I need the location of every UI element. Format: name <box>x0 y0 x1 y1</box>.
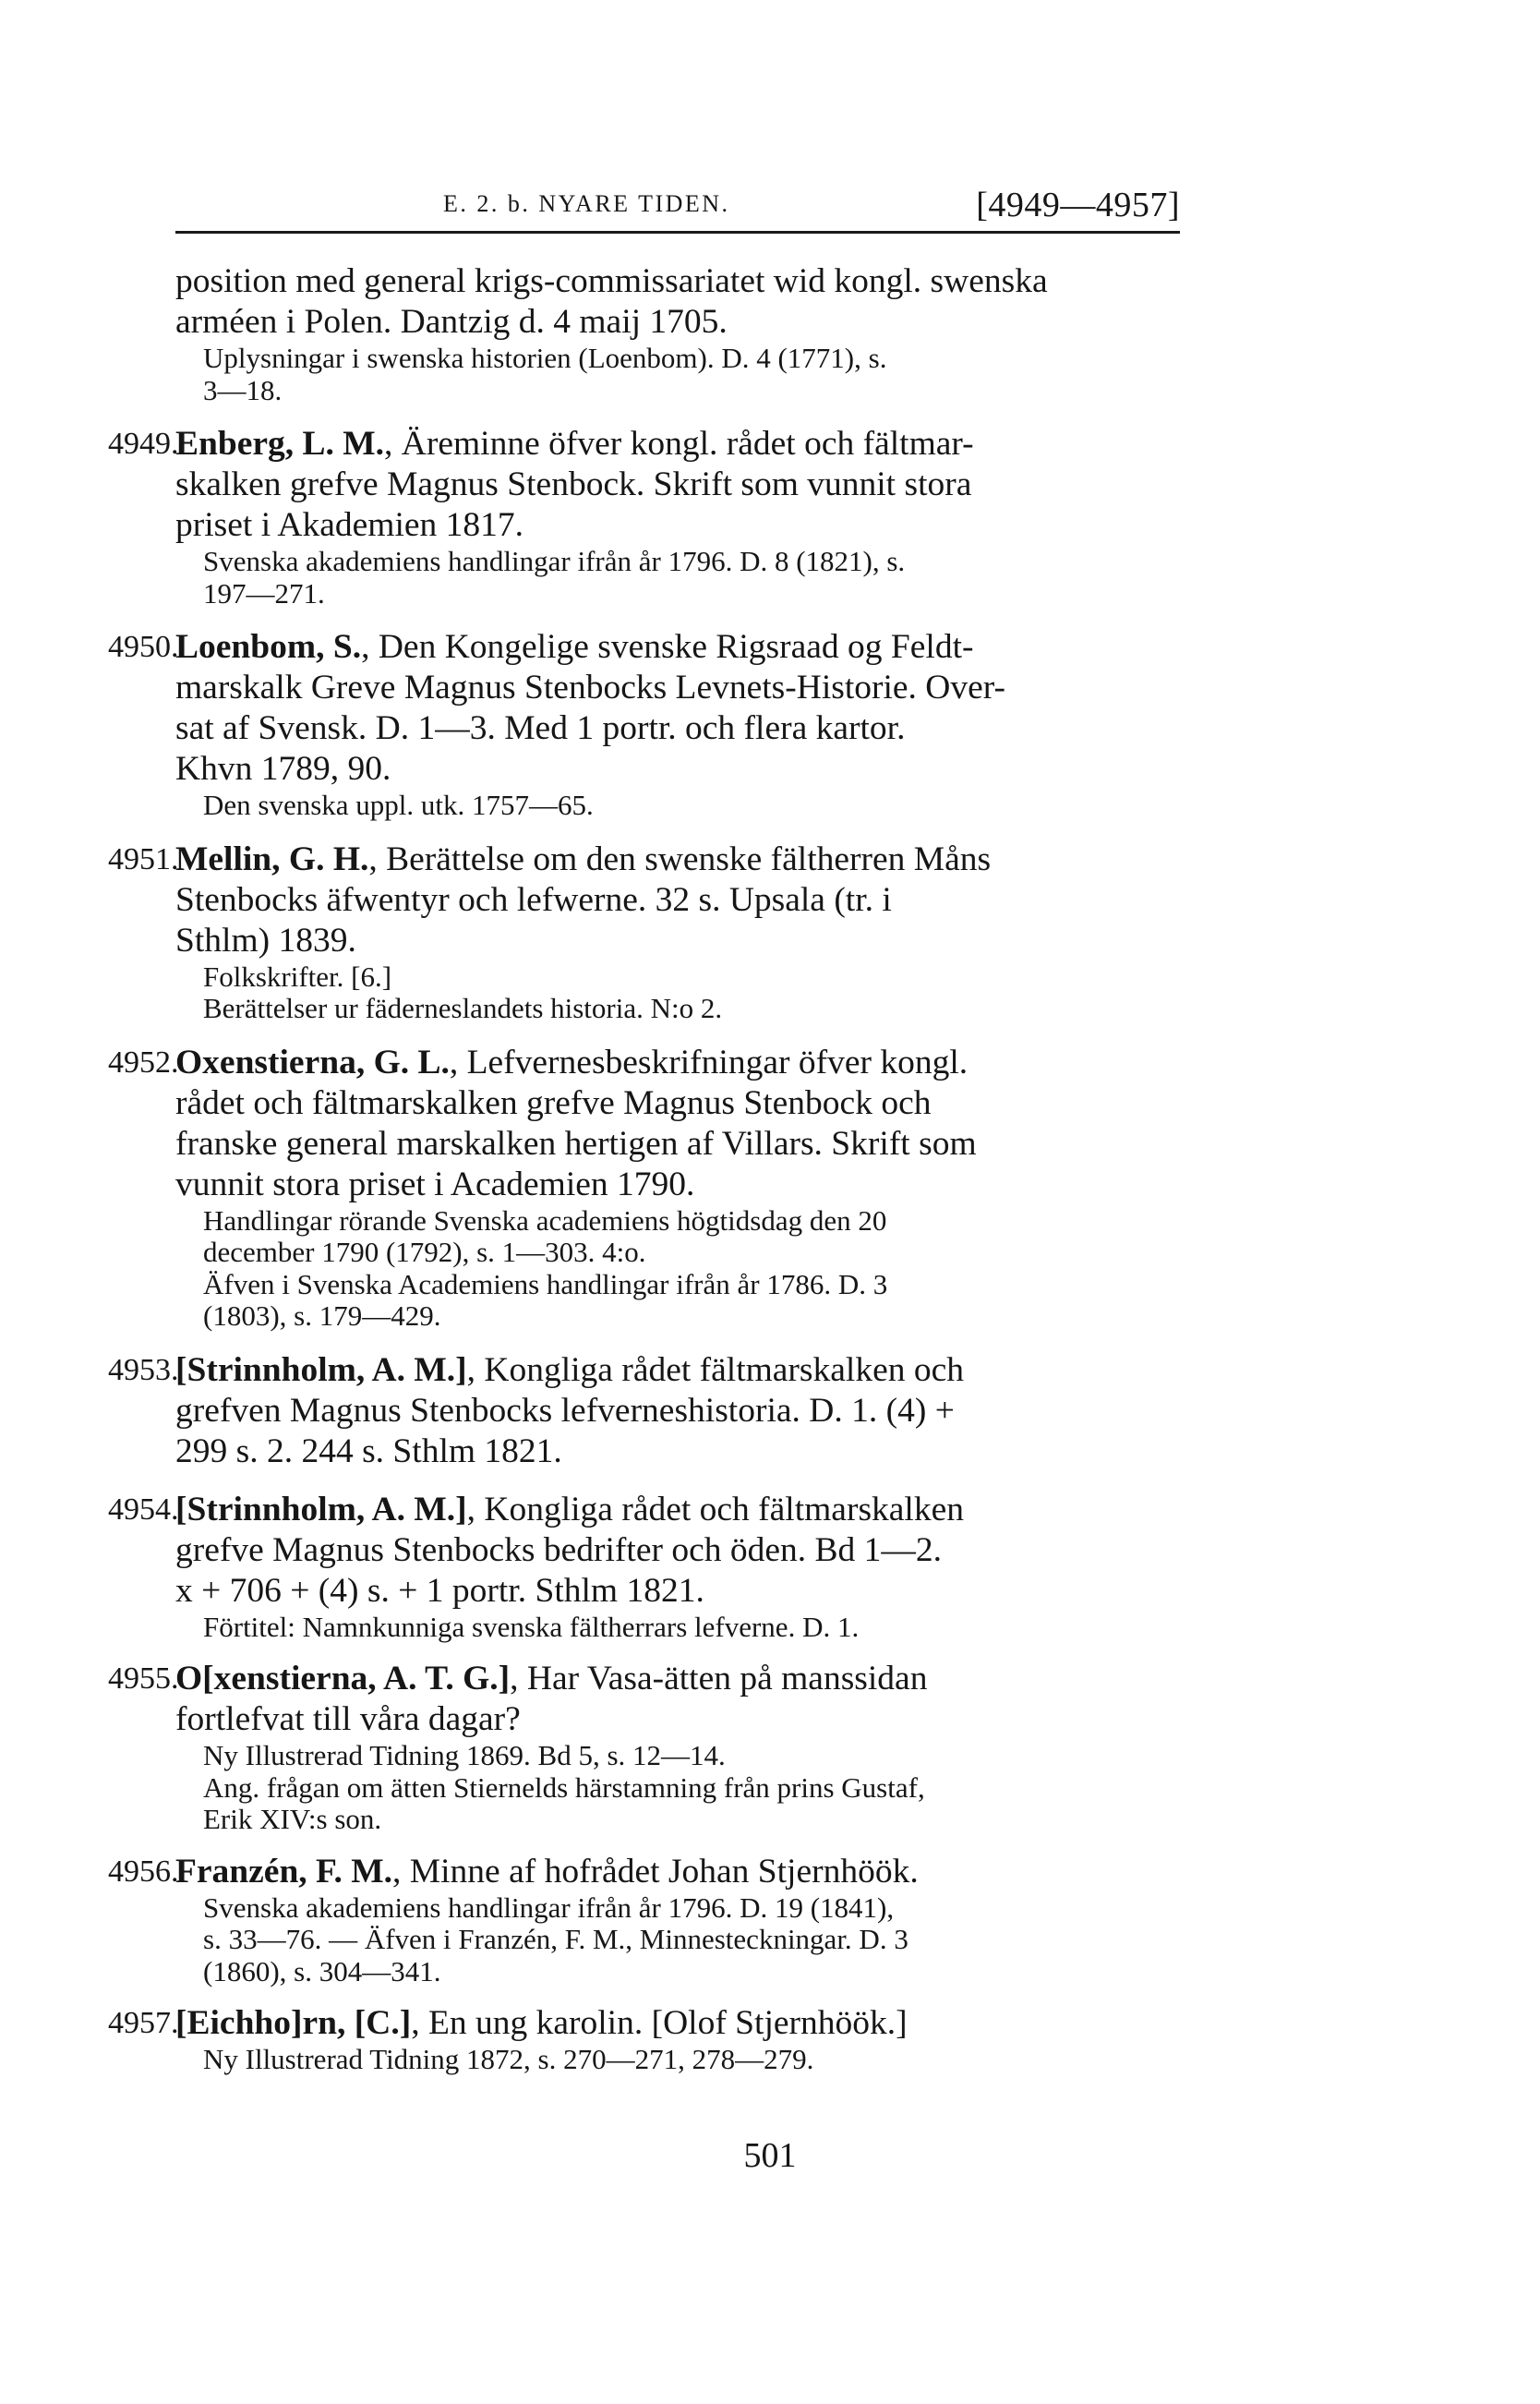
text-line: grefven Magnus Stenbocks lefverneshistoria. D. 1. (4) + <box>175 1391 955 1430</box>
note-line: Den svenska uppl. utk. 1757—65. <box>203 789 594 821</box>
entry-title: , Kongliga rådet fältmarskalken och <box>466 1350 964 1389</box>
entry-author: Oxenstierna, G. L. <box>175 1043 450 1081</box>
note-line: Erik XIV:s son. <box>203 1803 382 1835</box>
entry-4956 <box>108 1852 1180 1988</box>
text-line: arméen i Polen. Dantzig d. 4 maij 1705. <box>175 303 728 341</box>
entry-4955 <box>108 1659 1180 1836</box>
entry-author: [Strinnholm, A. M.] <box>175 1350 467 1389</box>
entry-number: 4950. <box>108 630 179 664</box>
text-line: grefve Magnus Stenbocks bedrifter och öden. Bd 1—2. <box>175 1530 943 1569</box>
text-line: priset i Akademien 1817. <box>175 506 524 544</box>
section-heading: E. 2. b. NYARE TIDEN. <box>443 190 730 217</box>
note-line: Ny Illustrerad Tidning 1869. Bd 5, s. 12—14. <box>203 1739 726 1771</box>
note-line: Berättelser ur fäderneslandets historia. N:o 2. <box>203 992 723 1024</box>
entry-4954 <box>108 1490 1180 1644</box>
note-line: (1803), s. 179—429. <box>203 1299 441 1332</box>
entry-4953 <box>108 1350 1180 1472</box>
entry-number: 4955. <box>108 1661 179 1696</box>
note-line: 3—18. <box>203 373 283 406</box>
note-line: Folkskrifter. [6.] <box>203 960 392 993</box>
page-number: 501 <box>743 2136 797 2175</box>
text-line: vunnit stora priset i Academien 1790. <box>175 1165 695 1203</box>
note-line: Ang. frågan om ätten Stiernelds härstamning från prins Gustaf, <box>203 1770 925 1804</box>
entry-4952 <box>108 1043 1180 1333</box>
entry-author: O[xenstierna, A. T. G.] <box>175 1660 511 1697</box>
entry-title: , Lefvernesbeskrifningar öfver kongl. <box>449 1043 969 1081</box>
text-line: marskalk Greve Magnus Stenbocks Levnets-Historie. Over- <box>175 669 1006 707</box>
note-line: (1860), s. 304—341. <box>203 1954 441 1987</box>
entry-4951 <box>108 840 1180 1025</box>
entry-number: 4957. <box>108 2006 179 2040</box>
entry-4957 <box>108 2003 1180 2076</box>
note-line: 197—271. <box>203 576 325 610</box>
text-line: Stenbocks äfwentyr och lefwerne. 32 s. Upsala (tr. i <box>175 880 892 919</box>
entry-title: , En ung karolin. [Olof Stjernhöök.] <box>411 2004 908 2042</box>
entry-title: , Har Vasa-ätten på manssidan <box>510 1660 928 1697</box>
entry-author: Franzén, F. M. <box>175 1852 393 1891</box>
text-line: franske general marskalken hertigen af Villars. Skrift som <box>175 1124 977 1163</box>
entry-title: , Äreminne öfver kongl. rådet och fältmar- <box>384 425 974 463</box>
entry-author: Mellin, G. H. <box>175 840 369 878</box>
note-line: Äfven i Svenska Academiens handlingar ifrån år 1786. D. 3 <box>203 1267 888 1300</box>
entry-number: 4952. <box>108 1045 179 1080</box>
text-line: skalken grefve Magnus Stenbock. Skrift som vunnit stora <box>175 465 972 503</box>
text-line: fortlefvat till våra dagar? <box>175 1700 521 1738</box>
note-line: Svenska akademiens handlingar ifrån år 1796. D. 8 (1821), s. <box>203 545 906 577</box>
note-line: Uplysningar i swenska historien (Loenbom). D. 4 (1771), s. <box>203 342 887 374</box>
entry-author: Enberg, L. M. <box>175 425 385 463</box>
note-line: december 1790 (1792), s. 1—303. 4:o. <box>203 1236 646 1268</box>
note-line: s. 33—76. — Äfven i Franzén, F. M., Minnesteckningar. D. 3 <box>203 1923 908 1955</box>
entry-number: 4949. <box>108 427 179 461</box>
entry-author: [Eichho]rn, [C.] <box>175 2004 412 2042</box>
entry-number: 4951. <box>108 841 179 876</box>
note-line: Förtitel: Namnkunniga svenska fältherrars lefverne. D. 1. <box>203 1610 860 1643</box>
entry-range: [4949—4957] <box>976 186 1180 224</box>
entry-number: 4956. <box>108 1854 179 1889</box>
text-line: Khvn 1789, 90. <box>175 750 391 788</box>
note-line: Ny Illustrerad Tidning 1872, s. 270—271, 278—279. <box>203 2043 814 2075</box>
entry-author: Loenbom, S. <box>175 628 362 666</box>
entry-number: 4953. <box>108 1352 179 1387</box>
running-header <box>175 185 1180 234</box>
text-line: x + 706 + (4) s. + 1 portr. Sthlm 1821. <box>175 1571 704 1610</box>
text-line: 299 s. 2. 244 s. Sthlm 1821. <box>175 1432 562 1470</box>
bibliography-body <box>108 261 1180 2076</box>
text-line: Sthlm) 1839. <box>175 921 356 960</box>
entry-author: [Strinnholm, A. M.] <box>175 1490 467 1528</box>
text-line: rådet och fältmarskalken grefve Magnus Stenbock och <box>175 1083 932 1122</box>
entry-4949 <box>108 424 1180 610</box>
entry-number: 4954. <box>108 1492 179 1527</box>
continuation-entry <box>175 261 1180 406</box>
entry-title: , Berättelse om den swenske fältherren Måns <box>368 840 992 878</box>
note-line: Svenska akademiens handlingar ifrån år 1796. D. 19 (1841), <box>203 1891 895 1924</box>
entry-title: , Kongliga rådet och fältmarskalken <box>466 1490 964 1528</box>
note-line: Handlingar rörande Svenska academiens högtidsdag den 20 <box>203 1203 887 1237</box>
text-line: sat af Svensk. D. 1—3. Med 1 portr. och flera kartor. <box>175 709 906 747</box>
entry-4950 <box>108 627 1180 822</box>
entry-title: , Minne af hofrådet Johan Stjernhöök. <box>392 1852 919 1891</box>
entry-title: , Den Kongelige svenske Rigsraad og Feldt- <box>361 628 974 666</box>
text-line: position med general krigs-commissariatet wid kongl. swenska <box>175 262 1048 300</box>
